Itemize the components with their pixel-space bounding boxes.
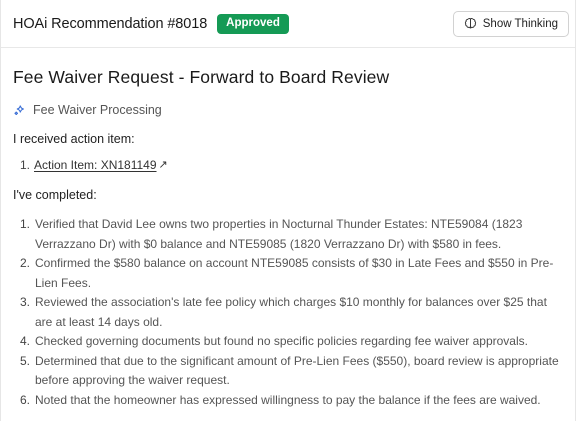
page-title: Fee Waiver Request - Forward to Board Review xyxy=(13,67,390,87)
list-number: 2. xyxy=(20,256,31,270)
list-number: 4. xyxy=(20,334,31,348)
completed-heading: I've completed: xyxy=(13,188,97,202)
process-tag xyxy=(13,103,563,117)
show-thinking-button[interactable] xyxy=(453,11,569,37)
list-item xyxy=(20,293,563,332)
show-thinking-label: Show Thinking xyxy=(482,17,558,30)
received-heading: I received action item: xyxy=(13,132,135,146)
list-item xyxy=(20,215,563,254)
list-item xyxy=(20,352,563,391)
list-item xyxy=(20,254,563,293)
step-text: Checked governing documents but found no specific policies regarding fee waiver approvals. xyxy=(35,334,528,348)
list-number: 1. xyxy=(20,217,31,231)
sparkle-icon xyxy=(13,104,26,117)
external-link-icon[interactable]: ↗ xyxy=(158,159,168,171)
list-number: 5. xyxy=(20,353,31,368)
brain-icon xyxy=(464,17,477,30)
step-text: Reviewed the association's late fee policy which charges $10 monthly for balances over $25 that are at least 14 days old. xyxy=(35,295,547,329)
list-number: 3. xyxy=(20,295,31,309)
completed-steps-list xyxy=(13,215,563,410)
process-label: Fee Waiver Processing xyxy=(33,103,162,117)
list-number: 1. xyxy=(20,158,31,172)
step-text: Noted that the homeowner has expressed willingness to pay the balance if the fees are waived. xyxy=(35,392,541,407)
list-item xyxy=(20,391,563,411)
status-badge: Approved xyxy=(217,14,289,34)
action-item-list xyxy=(13,158,563,172)
panel-header xyxy=(1,0,575,48)
recommendation-title: HOAi Recommendation #8018 xyxy=(13,15,208,32)
step-text: Verified that David Lee owns two properties in Nocturnal Thunder Estates: NTE59084 (1823 Verrazzano Dr) with $0 balance and NTE59085 (1820 Verrazzano Dr) with $580 in fees. xyxy=(35,217,523,251)
action-item-link[interactable]: Action Item: XN181149 xyxy=(34,158,157,172)
step-text: Confirmed the $580 balance on account NTE59085 consists of $30 in Late Fees and $550 in Pre-Lien Fees. xyxy=(35,256,554,290)
step-text: Determined that due to the significant amount of Pre-Lien Fees ($550), board review is appropriate before approving the waiver request. xyxy=(35,353,559,387)
list-item xyxy=(20,158,563,172)
list-item xyxy=(20,332,563,352)
panel-body xyxy=(1,67,575,410)
list-number: 6. xyxy=(20,392,31,407)
